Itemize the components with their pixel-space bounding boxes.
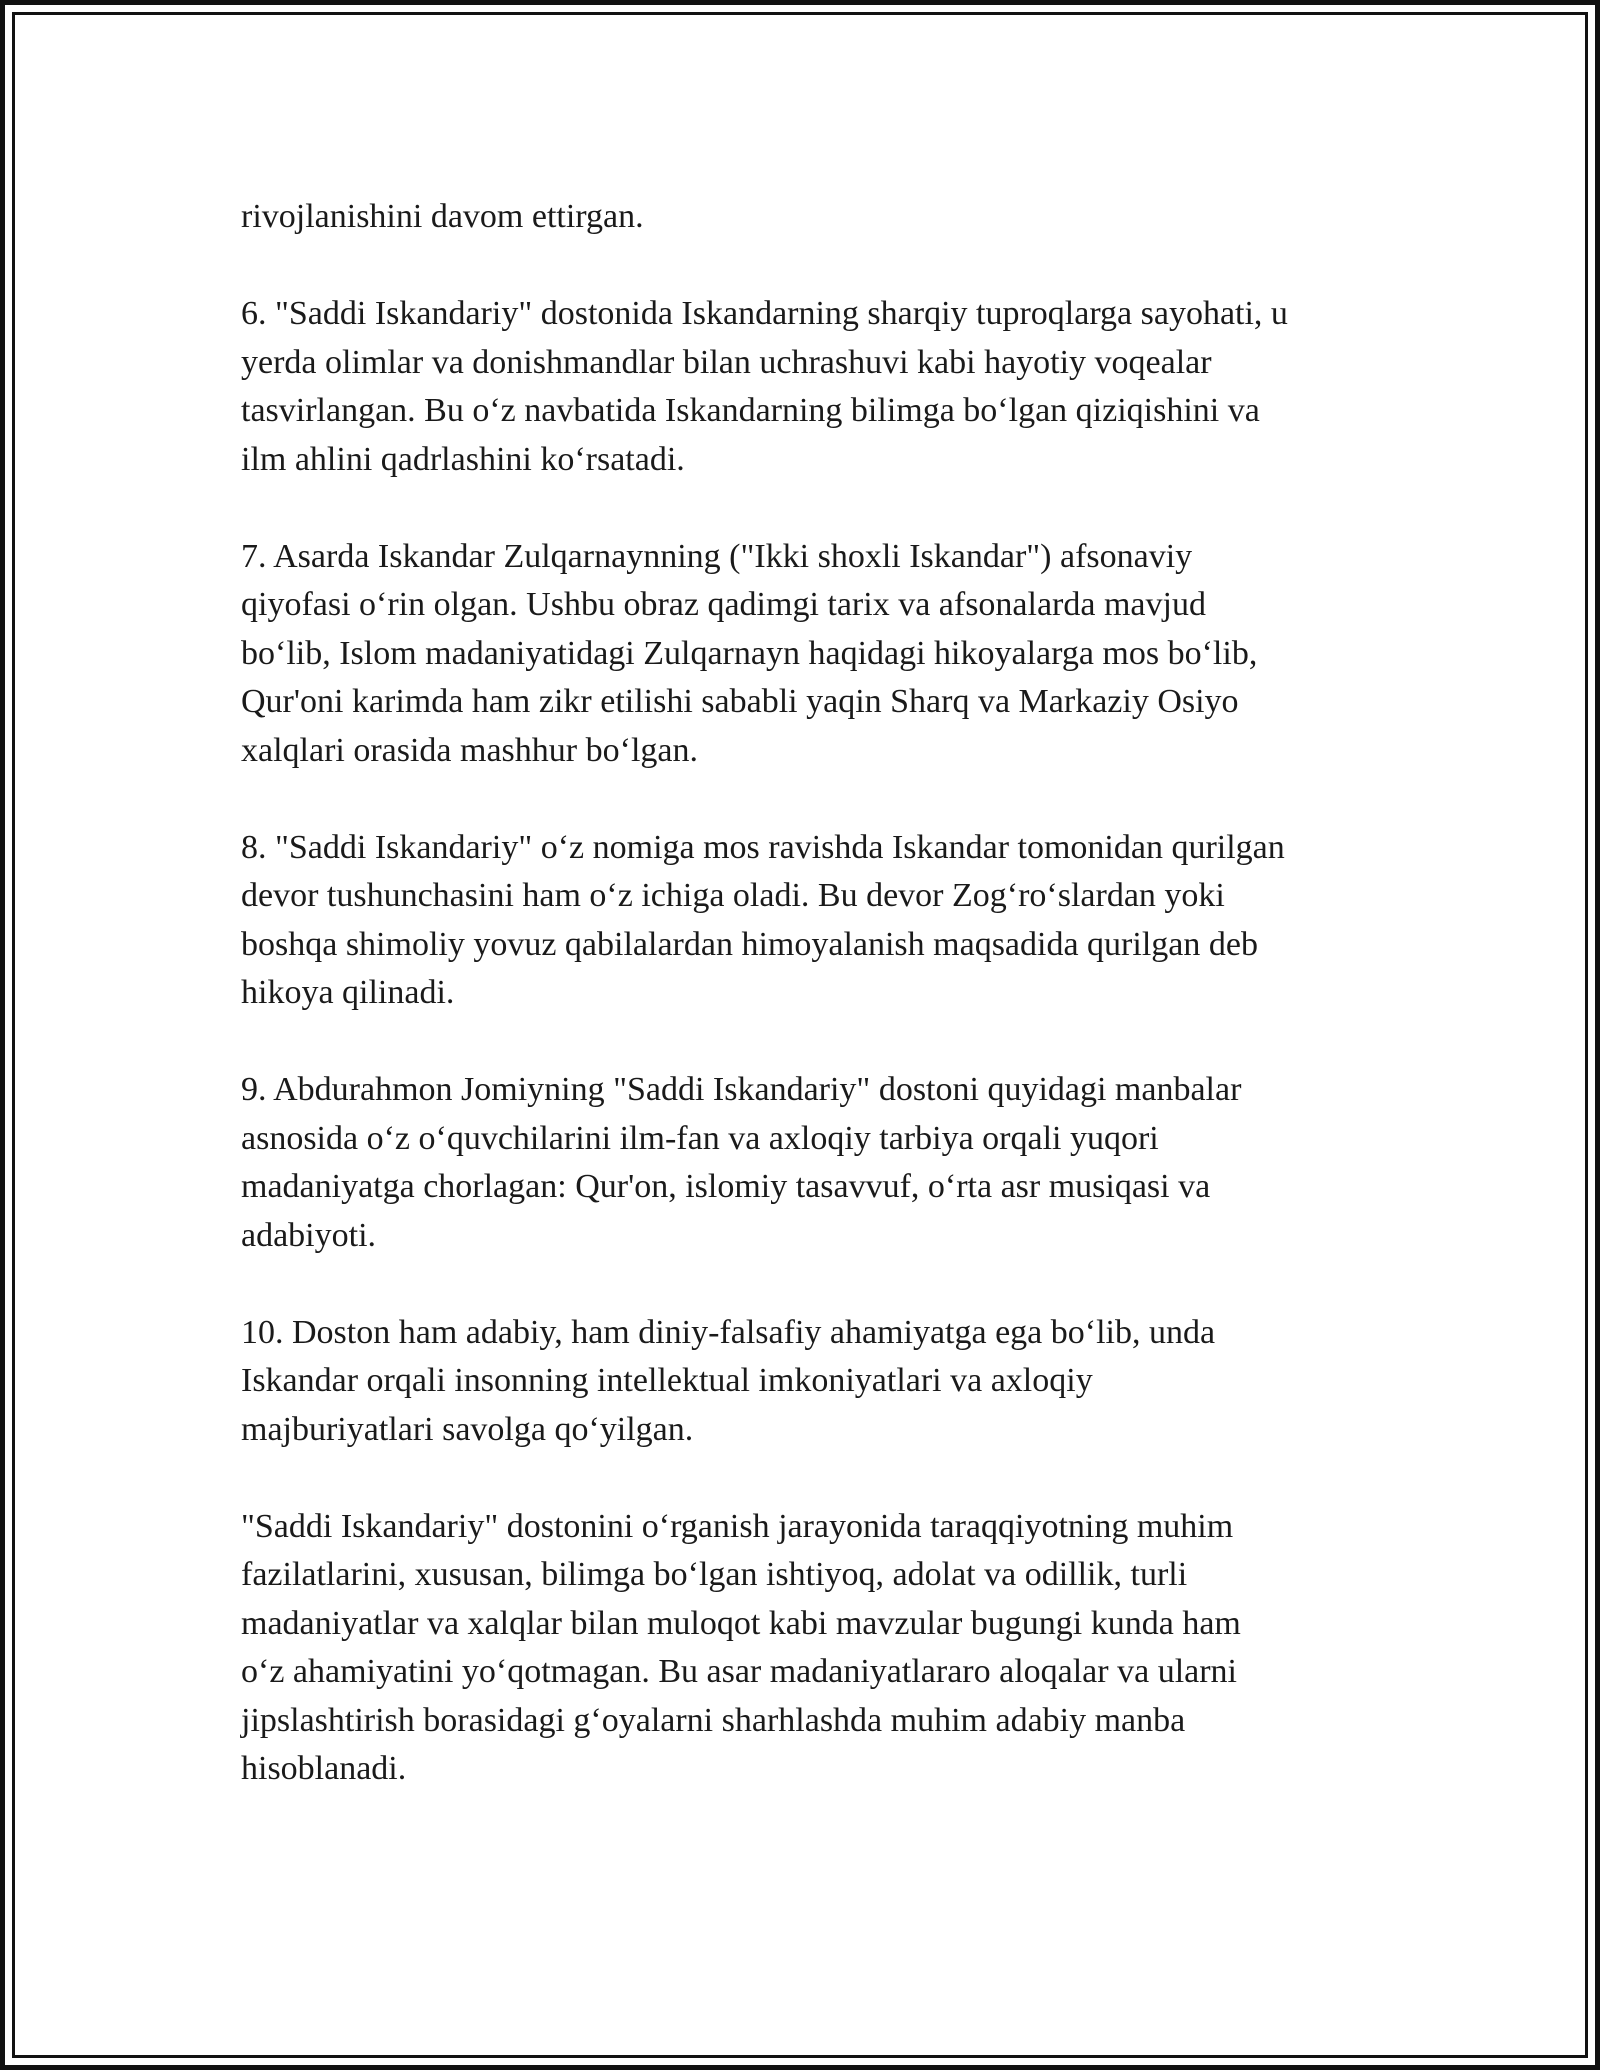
paragraph-continuation: rivojlanishini davom ettirgan.: [241, 198, 644, 235]
paragraph-item-6: 6. "Saddi Iskandariy" dostonida Iskandarning sharqiy tuproqlarga sayohati, u yerda olimlar va donishmandlar bilan uchrashuvi kabi hayotiy voqealar tasvirlangan. Bu oʻz navbatida Iskandarning bilimga boʻlgan qiziqishini va ilm ahlini qadrlashini koʻrsatadi.: [241, 295, 1288, 478]
paragraph-item-9: 9. Abdurahmon Jomiyning "Saddi Iskandariy" dostoni quyidagi manbalar asnosida oʻz oʻquvchilarini ilm-fan va axloqiy tarbiya orqali yuqori madaniyatga chorlagan: Qur'on, islomiy tasavvuf, oʻrta asr musiqasi va adabiyoti.: [241, 1071, 1242, 1254]
paragraph-item-8: 8. "Saddi Iskandariy" oʻz nomiga mos ravishda Iskandar tomonidan qurilgan devor tushunchasini ham oʻz ichiga oladi. Bu devor Zogʻroʻslardan yoki boshqa shimoliy yovuz qabilalardan himoyalanish maqsadida qurilgan deb hikoya qilinadi.: [241, 828, 1285, 1011]
paragraph-item-10: 10. Doston ham adabiy, ham diniy-falsafiy ahamiyatga ega boʻlib, unda Iskandar orqali insonning intellektual imkoniyatlari va axloqiy majburiyatlari savolga qoʻyilgan.: [241, 1313, 1216, 1448]
paragraph-item-7: 7. Asarda Iskandar Zulqarnaynning ("Ikki shoxli Iskandar") afsonaviy qiyofasi oʻrin olgan. Ushbu obraz qadimgi tarix va afsonalarda mavjud boʻlib, Islom madaniyatidagi Zulqarnayn haqidagi hikoyalarga mos boʻlib, Qur'oni karimda ham zikr etilishi sababli yaqin Sharq va Markaziy Osiyo xalqlari orasida mashhur boʻlgan.: [241, 537, 1258, 769]
document-body: [241, 193, 1391, 1794]
paragraph-conclusion: "Saddi Iskandariy" dostonini oʻrganish jarayonida taraqqiyotning muhim fazilatlarini, xususan, bilimga boʻlgan ishtiyoq, adolat va odillik, turli madaniyatlar va xalqlar bilan muloqot kabi mavzular bugungi kunda ham oʻz ahamiyatini yoʻqotmagan. Bu asar madaniyatlararo aloqalar va ularni jipslashtirish borasidagi gʻoyalarni sharhlashda muhim adabiy manba hisoblanadi.: [241, 1507, 1241, 1787]
